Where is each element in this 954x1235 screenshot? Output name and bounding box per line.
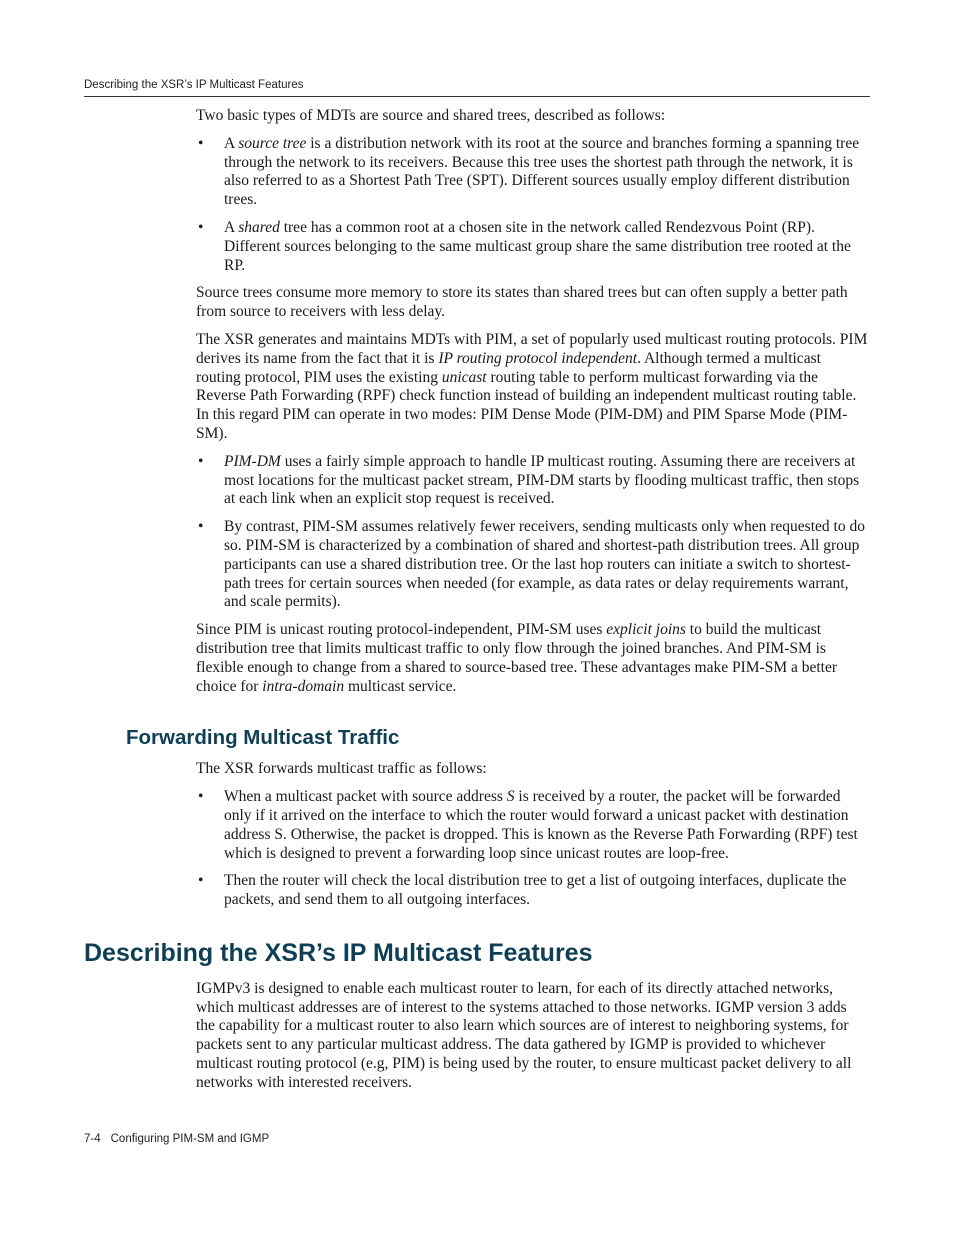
term-pim-dm: PIM-DM	[224, 452, 281, 470]
page-number: 7-4	[84, 1133, 101, 1145]
bullet-icon: •	[198, 872, 204, 890]
pim-paragraph: The XSR generates and maintains MDTs with PIM, a set of popularly used multicast routing protocols. PIM derives its name from the fact that it is IP routing protocol independent. Although termed a multicast routing protocol, PIM uses the existing unicast routing table to perform multicast forwarding via the Reverse Path Forwarding (RPF) check function instead of building an independent multicast routing table. In this regard PIM can operate in two modes: PIM Dense Mode (PIM-DM) and PIM Sparse Mode (PIM-SM).	[196, 330, 868, 442]
bullet-icon: •	[198, 218, 204, 236]
igmp-paragraph: IGMPv3 is designed to enable each multicast router to learn, for each of its directly attached networks, which multicast addresses are of interest to the systems attached to those networks. IGMP version 3 adds the capability for a multicast router to also learn which sources are of interest to neighboring systems, for packets sent to any particular multicast address. The data gathered by IGMP is provided to whichever multicast routing protocol (e.g, PIM) is being used by the router, to ensure multicast packet delivery to all networks with interested receivers.	[196, 979, 852, 1091]
memory-paragraph: Source trees consume more memory to store its states than shared trees but can often supply a better path from source to receivers with less delay.	[196, 284, 848, 321]
intro-paragraph: Two basic types of MDTs are source and shared trees, described as follows:	[196, 107, 666, 124]
page-content	[84, 107, 868, 1102]
pim-modes-list	[196, 453, 868, 612]
term-source-tree: source tree	[238, 134, 307, 152]
section-heading-forwarding: Forwarding Multicast Traffic	[126, 726, 400, 750]
bullet-icon: •	[198, 452, 204, 470]
list-item: • When a multicast packet with source address S is received by a router, the packet will be forwarded only if it arrived on the interface to which the router would forward a unicast packet with destination address S. Otherwise, the packet is dropped. This is known as the Reverse Path Forwarding (RPF) test which is designed to prevent a forwarding loop since unicast routes are loop-free.	[198, 788, 858, 862]
term-shared: shared	[238, 218, 280, 236]
since-paragraph: Since PIM is unicast routing protocol-independent, PIM-SM uses explicit joins to build the multicast distribution tree that limits multicast traffic to only flow through the joined branches. And PIM-SM is flexible enough to change from a shared to source-based tree. These advantages make PIM-SM a better choice for intra-domain multicast service.	[196, 621, 838, 695]
tree-types-list	[196, 135, 868, 276]
list-item: • PIM-DM uses a fairly simple approach to handle IP multicast routing. Assuming there are receivers at most locations for the multicast packet stream, PIM-DM starts by flooding multicast traffic, then stops at each link when an explicit stop request is received.	[198, 452, 860, 508]
list-item: • A source tree is a distribution network with its root at the source and branches forming a spanning tree through the network to its receivers. Because this tree uses the shortest path through the network, it is also referred to as a Shortest Path Tree (SPT). Different sources usually employ different distribution trees.	[198, 134, 860, 209]
bullet-icon: •	[198, 134, 204, 152]
list-item: • By contrast, PIM-SM assumes relatively fewer receivers, sending multicasts only when requested to do so. PIM-SM is characterized by a combination of shared and shortest-path distribution trees. All group participants can use a shared distribution tree. Or the last hop routers can initiate a switch to shortest-path trees for certain sources when needed (for example, as data rates or delay requirements warrant, and scale permits).	[198, 518, 865, 611]
bullet-icon: •	[198, 518, 204, 536]
running-header	[84, 79, 870, 97]
running-footer	[84, 1133, 279, 1145]
running-header-title: Describing the XSR’s IP Multicast Features	[84, 79, 304, 91]
list-item: • Then the router will check the local distribution tree to get a list of outgoing interfaces, duplicate the packets, and send them to all outgoing interfaces.	[198, 872, 847, 909]
list-item: • A shared tree has a common root at a chosen site in the network called Rendezvous Point (RP). Different sources belonging to the same multicast group share the same distribution tree rooted at the RP.	[198, 218, 851, 274]
forwarding-list	[196, 788, 868, 910]
section-heading-describing: Describing the XSR’s IP Multicast Features	[84, 938, 593, 967]
forwarding-intro: The XSR forwards multicast traffic as follows:	[196, 760, 487, 778]
bullet-icon: •	[198, 788, 204, 806]
chapter-title: Configuring PIM-SM and IGMP	[110, 1133, 270, 1145]
